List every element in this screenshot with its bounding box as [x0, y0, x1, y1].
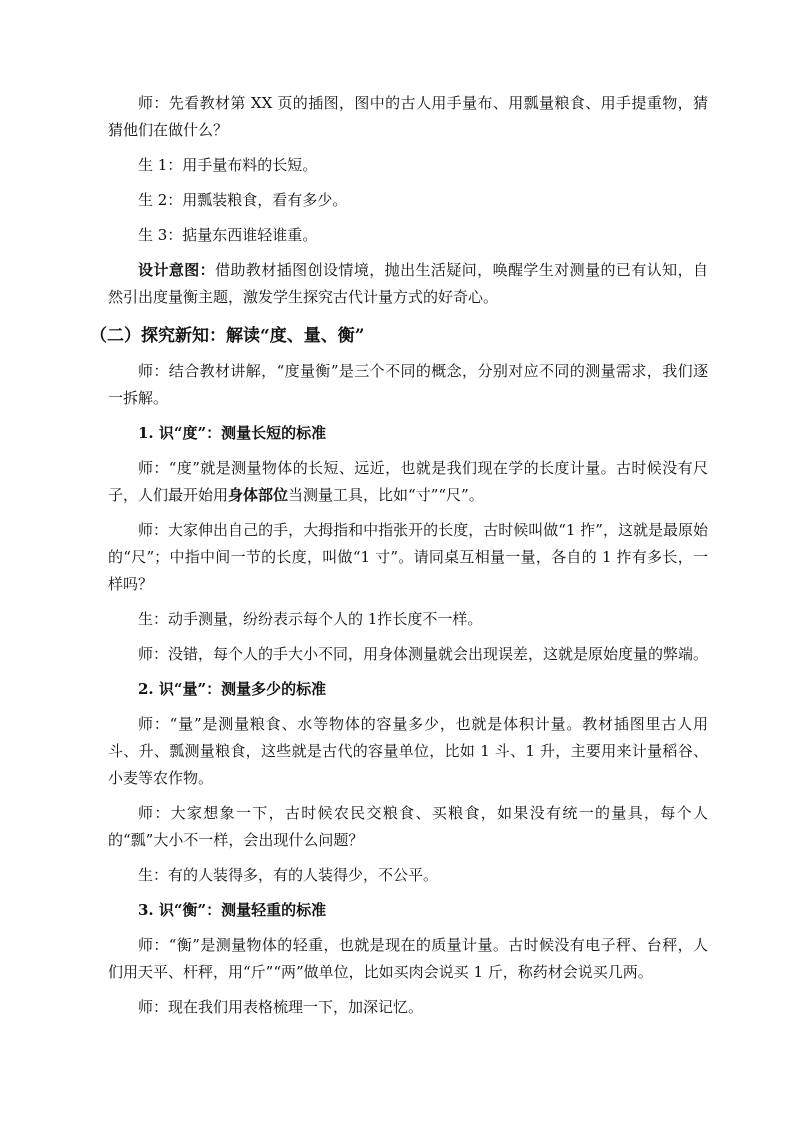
design-intent-label: 设计意图： [138, 261, 216, 279]
teacher-line-imagine: 师：大家想象一下，古时候农民交粮食、买粮食，如果没有统一的量具，每个人的“瓢”大小不一样，会出现什么问题？ [108, 804, 708, 849]
section-heading: （二）探究新知：解读“度、量、衡” [90, 326, 365, 346]
teacher-line-error: 师：没错，每个人的手大小不同，用身体测量就会出现误差，这就是原始度量的弊端。 [138, 645, 709, 663]
subheading-du: 1. 识“度”：测量长短的标准 [138, 424, 327, 442]
teacher-line-du [108, 455, 708, 509]
teacher-line-intro: 师：先看教材第 XX 页的插图，图中的古人用手量布、用瓢量粮食、用手提重物，猜猜他们在做什么？ [108, 94, 708, 139]
subheading-heng: 3. 识“衡”：测量轻重的标准 [138, 901, 327, 919]
document-body [90, 90, 709, 1029]
teacher-line-explain: 师：结合教材讲解，“度量衡”是三个不同的概念，分别对应不同的测量需求，我们逐一拆解。 [108, 362, 708, 407]
teacher-line-hand: 师：大家伸出自己的手，大拇指和中指张开的长度，古时候叫做“1 拃”，这就是最原始的“尺”；中指中间一节的长度，叫做“1 寸”。请同桌互相量一量，各自的 1 拃有多长，一样吗？ [108, 521, 708, 593]
teacher-line-du-a: 师：“度”就是测量物体的长短、远近，也就是我们现在学的长度计量。古时候没有尺子，人们最开始用 [108, 459, 708, 504]
student-line-fair: 生：有的人装得多，有的人装得少，不公平。 [138, 866, 439, 884]
teacher-line-du-c: 当测量工具，比如“寸”“尺”。 [288, 486, 484, 504]
student-line-1: 生 1：用手量布料的长短。 [138, 156, 318, 174]
teacher-line-liang: 师：“量”是测量粮食、水等物体的容量多少，也就是体积计量。教材插图里古人用斗、升、瓢测量粮食，这些就是古代的容量单位，比如 1 斗、1 升，主要用来计量稻谷、小麦等农作物。 [108, 715, 708, 787]
student-line-3: 生 3：掂量东西谁轻谁重。 [138, 226, 318, 244]
design-intent-paragraph [108, 257, 708, 311]
student-line-2: 生 2：用瓢装粮食，看有多少。 [138, 191, 348, 209]
student-line-measure: 生：动手测量，纷纷表示每个人的 1拃长度不一样。 [138, 610, 483, 628]
body-parts-emphasis: 身体部位 [228, 486, 289, 504]
teacher-line-table: 师：现在我们用表格梳理一下，加深记忆。 [138, 998, 424, 1016]
teacher-line-heng: 师：“衡”是测量物体的轻重，也就是现在的质量计量。古时候没有电子秤、台秤，人们用天平、杆秤，用“斤”“两”做单位，比如买肉会说买 1 斤，称药材会说买几两。 [108, 936, 708, 981]
design-intent-text: 借助教材插图创设情境，抛出生活疑问，唤醒学生对测量的已有认知，自然引出度量衡主题，激发学生探究古代计量方式的好奇心。 [108, 261, 708, 306]
subheading-liang: 2. 识“量”：测量多少的标准 [138, 680, 327, 698]
